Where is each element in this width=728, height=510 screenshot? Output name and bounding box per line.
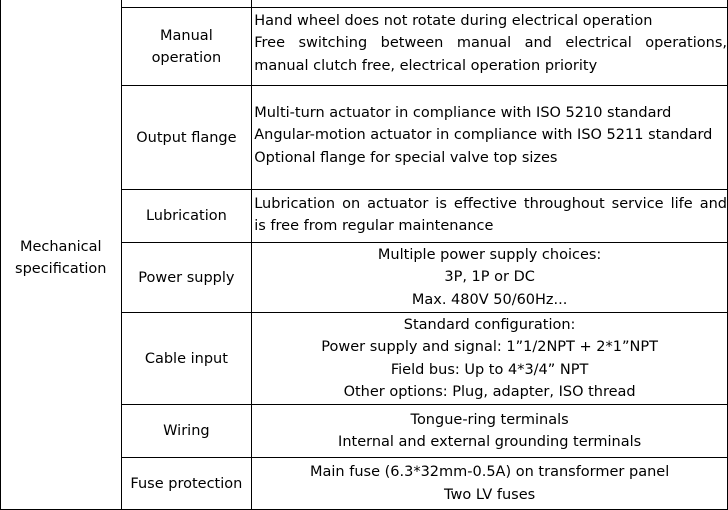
- desc-cell-top: [252, 0, 728, 8]
- desc-line: Two LV fuses: [444, 486, 536, 503]
- desc-line: Main fuse (6.3*32mm-0.5A) on transformer panel: [310, 464, 670, 481]
- param-label: Fuse protection: [130, 475, 243, 492]
- category-cell: [1, 8, 122, 510]
- param-label: Output flange: [136, 129, 237, 146]
- desc-fuse-protection: [252, 458, 728, 510]
- desc-power-supply: [252, 243, 728, 313]
- table-row-top-remnant: [1, 0, 728, 8]
- param-label: Cable input: [144, 350, 228, 367]
- param-label: Wiring: [163, 423, 210, 439]
- param-lubrication: [121, 190, 252, 243]
- desc-line: Multi-turn actuator in compliance with ISO 5210 standard: [254, 104, 672, 121]
- table-row-manual-operation: [1, 8, 728, 86]
- desc-line: Standard configuration:: [403, 316, 576, 333]
- param-fuse-protection: [121, 458, 252, 510]
- desc-line: Lubrication on actuator is effective throughout service life and: [254, 195, 727, 212]
- desc-lubrication: [252, 190, 728, 243]
- desc-wiring: [252, 405, 728, 458]
- desc-line: Power supply and signal: 1”1/2NPT + 2*1”NPT: [321, 339, 658, 356]
- desc-line: Internal and external grounding terminals: [338, 434, 642, 450]
- desc-line: Angular-motion actuator in compliance with ISO 5211 standard: [254, 127, 713, 144]
- desc-line: manual clutch free, electrical operation priority: [254, 57, 598, 74]
- desc-line: Max. 480V 50/60Hz...: [411, 291, 568, 308]
- param-output-flange: [121, 86, 252, 190]
- desc-line: Optional flange for special valve top sizes: [254, 149, 558, 166]
- desc-line: Field bus: Up to 4*3/4” NPT: [390, 361, 589, 378]
- desc-line: 3P, 1P or DC: [444, 269, 535, 286]
- param-power-supply: [121, 243, 252, 313]
- desc-line: Hand wheel does not rotate during electrical operation: [254, 12, 653, 29]
- param-label-line-2: operation: [151, 49, 222, 66]
- desc-line: Tongue-ring terminals: [410, 411, 569, 428]
- param-manual-operation: [121, 8, 252, 86]
- param-wiring: [121, 405, 252, 458]
- param-label: Lubrication: [145, 208, 227, 224]
- desc-line: Free switching between manual and electrical operations,: [254, 35, 727, 52]
- param-label: Power supply: [138, 269, 235, 286]
- category-label-line-1: Mechanical: [19, 239, 102, 256]
- category-label-line-2: specification: [15, 261, 107, 278]
- category-cell-top: [1, 0, 122, 8]
- desc-cable-input: [252, 313, 728, 405]
- desc-manual-operation: [252, 8, 728, 86]
- desc-line: Multiple power supply choices:: [377, 246, 602, 263]
- desc-output-flange: [252, 86, 728, 190]
- param-label-line-1: Manual: [160, 27, 213, 44]
- desc-line: Other options: Plug, adapter, ISO thread: [343, 383, 636, 400]
- desc-line: is free from regular maintenance: [254, 218, 494, 234]
- param-cable-input: [121, 313, 252, 405]
- param-cell-top: [121, 0, 252, 8]
